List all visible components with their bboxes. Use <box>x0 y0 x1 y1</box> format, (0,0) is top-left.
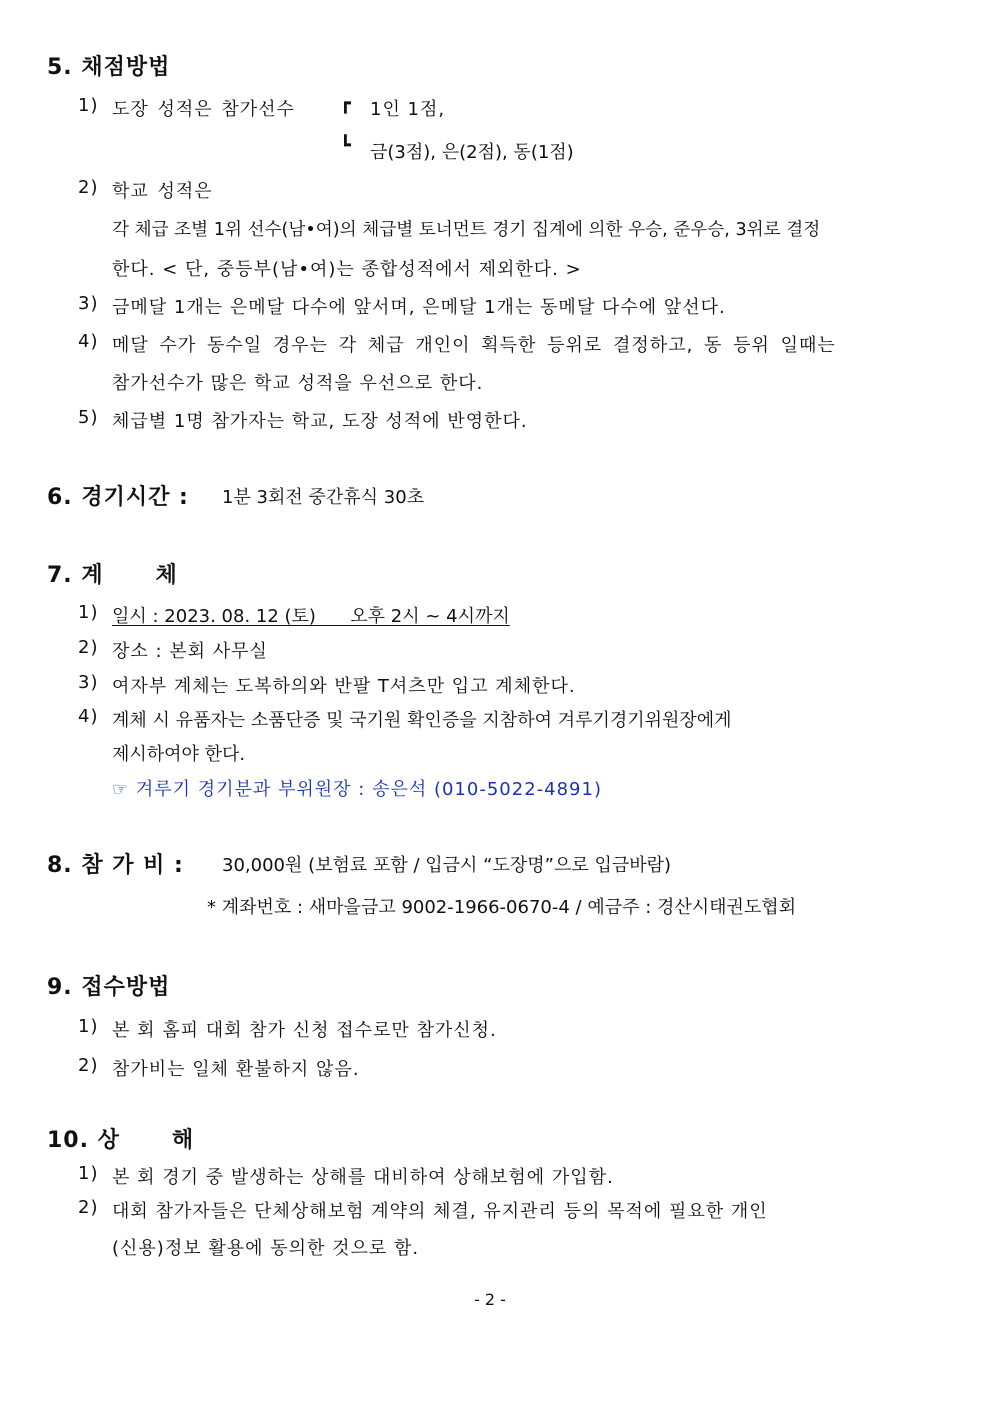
sec7-item2-text: 장소 : 본회 사무실 <box>112 641 268 662</box>
sec5-bracket-bottom: ┗ <box>340 135 351 156</box>
sec9-item2-number: 2) <box>78 1055 99 1076</box>
sec5-item4-line1: 메달 수가 동수일 경우는 각 체급 개인이 획득한 등위로 결정하고, 동 등위 일때는 <box>112 335 836 356</box>
sec7-item1-number: 1) <box>78 602 99 623</box>
section-6-title: 6. 경기시간 : <box>47 485 189 510</box>
sec9-item1-text: 본 회 홈피 대회 참가 신청 접수로만 참가신청. <box>112 1020 497 1041</box>
sec6-text: 1분 3회전 중간휴식 30초 <box>222 487 425 508</box>
sec10-item2-line2: (신용)정보 활용에 동의한 것으로 함. <box>112 1238 420 1259</box>
sec5-item2-number: 2) <box>78 177 99 198</box>
sec7-contact-line: ☞ 겨루기 경기분과 부위원장 : 송은석 (010-5022-4891) <box>112 779 602 800</box>
sec5-item3-text: 금메달 1개는 은메달 다수에 앞서며, 은메달 1개는 동메달 다수에 앞선다. <box>112 297 726 318</box>
sec5-item2-text: 학교 성적은 <box>112 181 213 202</box>
sec10-item1-text: 본 회 경기 중 발생하는 상해를 대비하여 상해보험에 가입함. <box>112 1167 614 1188</box>
sec5-item1-bracket-line2: 금(3점), 은(2점), 동(1점) <box>370 142 574 163</box>
sec5-item1-bracket-line1: 1인 1점, <box>370 99 446 120</box>
sec10-item2-line1: 대회 참가자들은 단체상해보험 계약의 체결, 유지관리 등의 목적에 필요한 개인 <box>112 1201 768 1222</box>
sec8-fee-text: 30,000원 (보험료 포함 / 입금시 “도장명”으로 입금바람) <box>222 855 672 876</box>
section-8-title: 8. 참 가 비 : <box>47 853 184 878</box>
sec10-item2-number: 2) <box>78 1197 99 1218</box>
sec5-item2-paragraph-line1: 각 체급 조별 1위 선수(남•여)의 체급별 토너먼트 경기 집계에 의한 우승, 준우승, 3위로 결정 <box>112 220 821 240</box>
sec5-item1-number: 1) <box>78 95 99 116</box>
sec5-item2-paragraph-line2: 한다. < 단, 중등부(남•여)는 종합성적에서 제외한다. > <box>112 259 582 280</box>
sec5-item1-text: 도장 성적은 참가선수 <box>112 99 295 120</box>
sec7-item2-number: 2) <box>78 637 99 658</box>
sec5-item3-number: 3) <box>78 293 99 314</box>
sec10-item1-number: 1) <box>78 1163 99 1184</box>
sec9-item2-text: 참가비는 일체 환불하지 않음. <box>112 1059 360 1080</box>
sec5-item5-number: 5) <box>78 407 99 428</box>
section-9-title: 9. 접수방법 <box>47 975 171 1000</box>
sec7-item4-line2: 제시하여야 한다. <box>112 744 246 765</box>
sec7-item4-number: 4) <box>78 706 99 727</box>
sec7-item3-number: 3) <box>78 672 99 693</box>
sec5-item5-text: 체급별 1명 참가자는 학교, 도장 성적에 반영한다. <box>112 411 528 432</box>
page-number: - 2 - <box>474 1290 506 1309</box>
sec5-bracket-top: ┏ <box>340 93 351 114</box>
sec7-item1-text: 일시 : 2023. 08. 12 (토) 오후 2시 ~ 4시까지 <box>112 606 510 627</box>
sec9-item1-number: 1) <box>78 1016 99 1037</box>
sec5-item4-line2: 참가선수가 많은 학교 성적을 우선으로 한다. <box>112 373 484 394</box>
section-5-title: 5. 채점방법 <box>47 55 171 80</box>
section-10-title: 10. 상 해 <box>47 1128 195 1153</box>
sec5-item4-number: 4) <box>78 331 99 352</box>
sec7-item3-text: 여자부 계체는 도복하의와 반팔 T셔츠만 입고 계체한다. <box>112 676 576 697</box>
section-7-title: 7. 계 체 <box>47 563 178 588</box>
sec8-account-text: * 계좌번호 : 새마을금고 9002-1966-0670-4 / 예금주 : 경산시태권도협회 <box>207 897 797 918</box>
sec7-item4-line1: 계체 시 유품자는 소품단증 및 국기원 확인증을 지참하여 겨루기경기위원장에게 <box>112 710 732 731</box>
